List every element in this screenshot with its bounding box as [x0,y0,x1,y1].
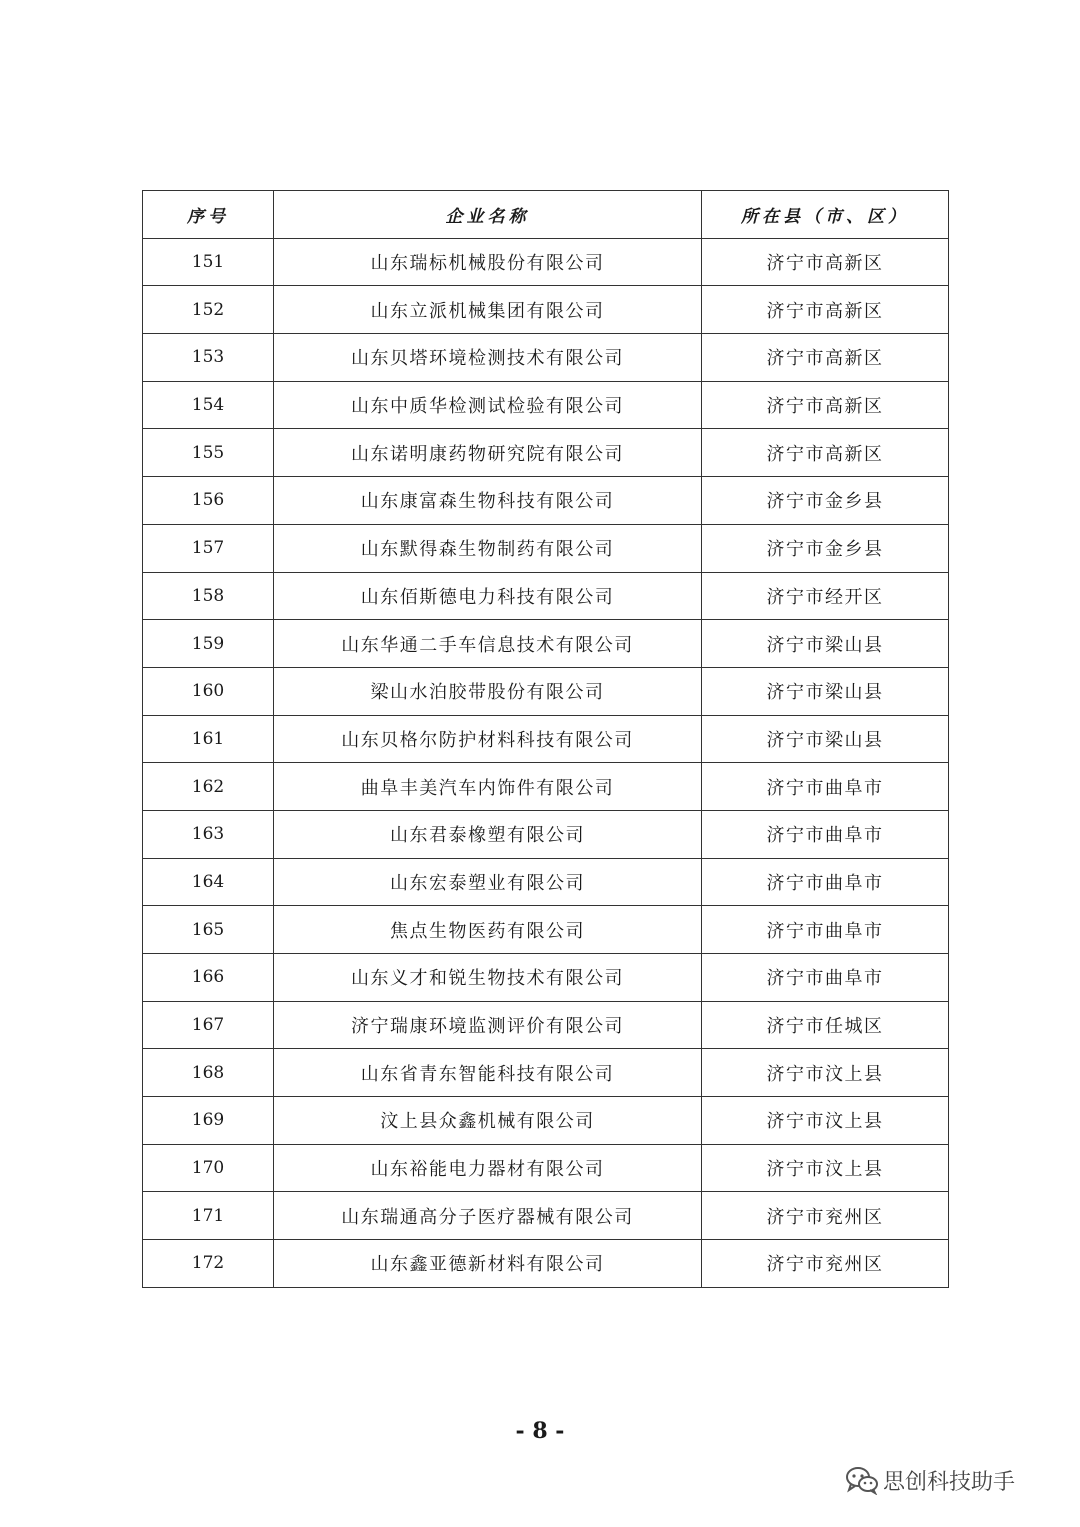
cell-company: 山东贝格尔防护材料科技有限公司 [274,715,702,763]
cell-seq: 151 [143,238,274,286]
cell-seq: 161 [143,715,274,763]
cell-seq: 167 [143,1001,274,1049]
cell-location: 济宁市高新区 [702,286,949,334]
table-row [143,1240,949,1288]
header-location: 所在县（市、区） [702,191,949,239]
cell-company: 济宁瑞康环境监测评价有限公司 [274,1001,702,1049]
cell-location: 济宁市汶上县 [702,1144,949,1192]
cell-seq: 162 [143,763,274,811]
cell-seq: 166 [143,954,274,1002]
cell-seq: 156 [143,477,274,525]
table-header-row [143,191,949,239]
table-row [143,1144,949,1192]
cell-location: 济宁市汶上县 [702,1097,949,1145]
table-row [143,1097,949,1145]
cell-location: 济宁市金乡县 [702,477,949,525]
cell-location: 济宁市兖州区 [702,1240,949,1288]
cell-location: 济宁市曲阜市 [702,954,949,1002]
cell-company: 山东鑫亚德新材料有限公司 [274,1240,702,1288]
cell-company: 山东瑞标机械股份有限公司 [274,238,702,286]
table-row [143,334,949,382]
cell-seq: 154 [143,381,274,429]
cell-seq: 164 [143,858,274,906]
table-row [143,1192,949,1240]
cell-company: 山东瑞通高分子医疗器械有限公司 [274,1192,702,1240]
cell-company: 山东义才和锐生物技术有限公司 [274,954,702,1002]
cell-location: 济宁市高新区 [702,238,949,286]
table-body [143,238,949,1287]
cell-company: 山东中质华检测试检验有限公司 [274,381,702,429]
cell-company: 曲阜丰美汽车内饰件有限公司 [274,763,702,811]
table-row [143,763,949,811]
table-row [143,667,949,715]
cell-seq: 153 [143,334,274,382]
table-row [143,381,949,429]
cell-location: 济宁市曲阜市 [702,906,949,954]
table-row [143,954,949,1002]
cell-company: 梁山水泊胶带股份有限公司 [274,667,702,715]
cell-location: 济宁市金乡县 [702,524,949,572]
watermark [845,1462,1015,1498]
cell-location: 济宁市梁山县 [702,667,949,715]
header-seq: 序号 [143,191,274,239]
cell-seq: 169 [143,1097,274,1145]
header-company: 企业名称 [274,191,702,239]
cell-location: 济宁市汶上县 [702,1049,949,1097]
cell-company: 山东省青东智能科技有限公司 [274,1049,702,1097]
table-row [143,477,949,525]
cell-seq: 159 [143,620,274,668]
table-row [143,524,949,572]
cell-seq: 172 [143,1240,274,1288]
table-row [143,429,949,477]
cell-company: 山东立派机械集团有限公司 [274,286,702,334]
cell-company: 山东康富森生物科技有限公司 [274,477,702,525]
company-list-table-container [142,190,948,1288]
cell-company: 山东佰斯德电力科技有限公司 [274,572,702,620]
cell-seq: 157 [143,524,274,572]
wechat-icon [845,1465,879,1495]
cell-seq: 171 [143,1192,274,1240]
table-row [143,1049,949,1097]
cell-company: 山东裕能电力器材有限公司 [274,1144,702,1192]
cell-location: 济宁市梁山县 [702,715,949,763]
cell-seq: 158 [143,572,274,620]
table-row [143,238,949,286]
cell-seq: 170 [143,1144,274,1192]
cell-company: 山东宏泰塑业有限公司 [274,858,702,906]
cell-location: 济宁市高新区 [702,334,949,382]
page-number: - 8 - [515,1418,565,1444]
cell-seq: 165 [143,906,274,954]
cell-location: 济宁市高新区 [702,429,949,477]
cell-company: 山东君泰橡塑有限公司 [274,810,702,858]
cell-location: 济宁市兖州区 [702,1192,949,1240]
cell-seq: 163 [143,810,274,858]
table-row [143,1001,949,1049]
cell-seq: 160 [143,667,274,715]
table-row [143,906,949,954]
cell-company: 汶上县众鑫机械有限公司 [274,1097,702,1145]
cell-seq: 155 [143,429,274,477]
cell-location: 济宁市曲阜市 [702,858,949,906]
cell-location: 济宁市梁山县 [702,620,949,668]
table-row [143,715,949,763]
cell-company: 山东诺明康药物研究院有限公司 [274,429,702,477]
table-row [143,810,949,858]
cell-company: 山东贝塔环境检测技术有限公司 [274,334,702,382]
cell-company: 山东默得森生物制药有限公司 [274,524,702,572]
cell-seq: 168 [143,1049,274,1097]
cell-location: 济宁市曲阜市 [702,810,949,858]
table-row [143,858,949,906]
cell-location: 济宁市经开区 [702,572,949,620]
cell-location: 济宁市曲阜市 [702,763,949,811]
table-row [143,572,949,620]
table-row [143,286,949,334]
watermark-text: 思创科技助手 [883,1469,1016,1495]
company-list-table [142,190,949,1288]
cell-seq: 152 [143,286,274,334]
cell-company: 山东华通二手车信息技术有限公司 [274,620,702,668]
cell-location: 济宁市任城区 [702,1001,949,1049]
table-row [143,620,949,668]
cell-location: 济宁市高新区 [702,381,949,429]
cell-company: 焦点生物医药有限公司 [274,906,702,954]
